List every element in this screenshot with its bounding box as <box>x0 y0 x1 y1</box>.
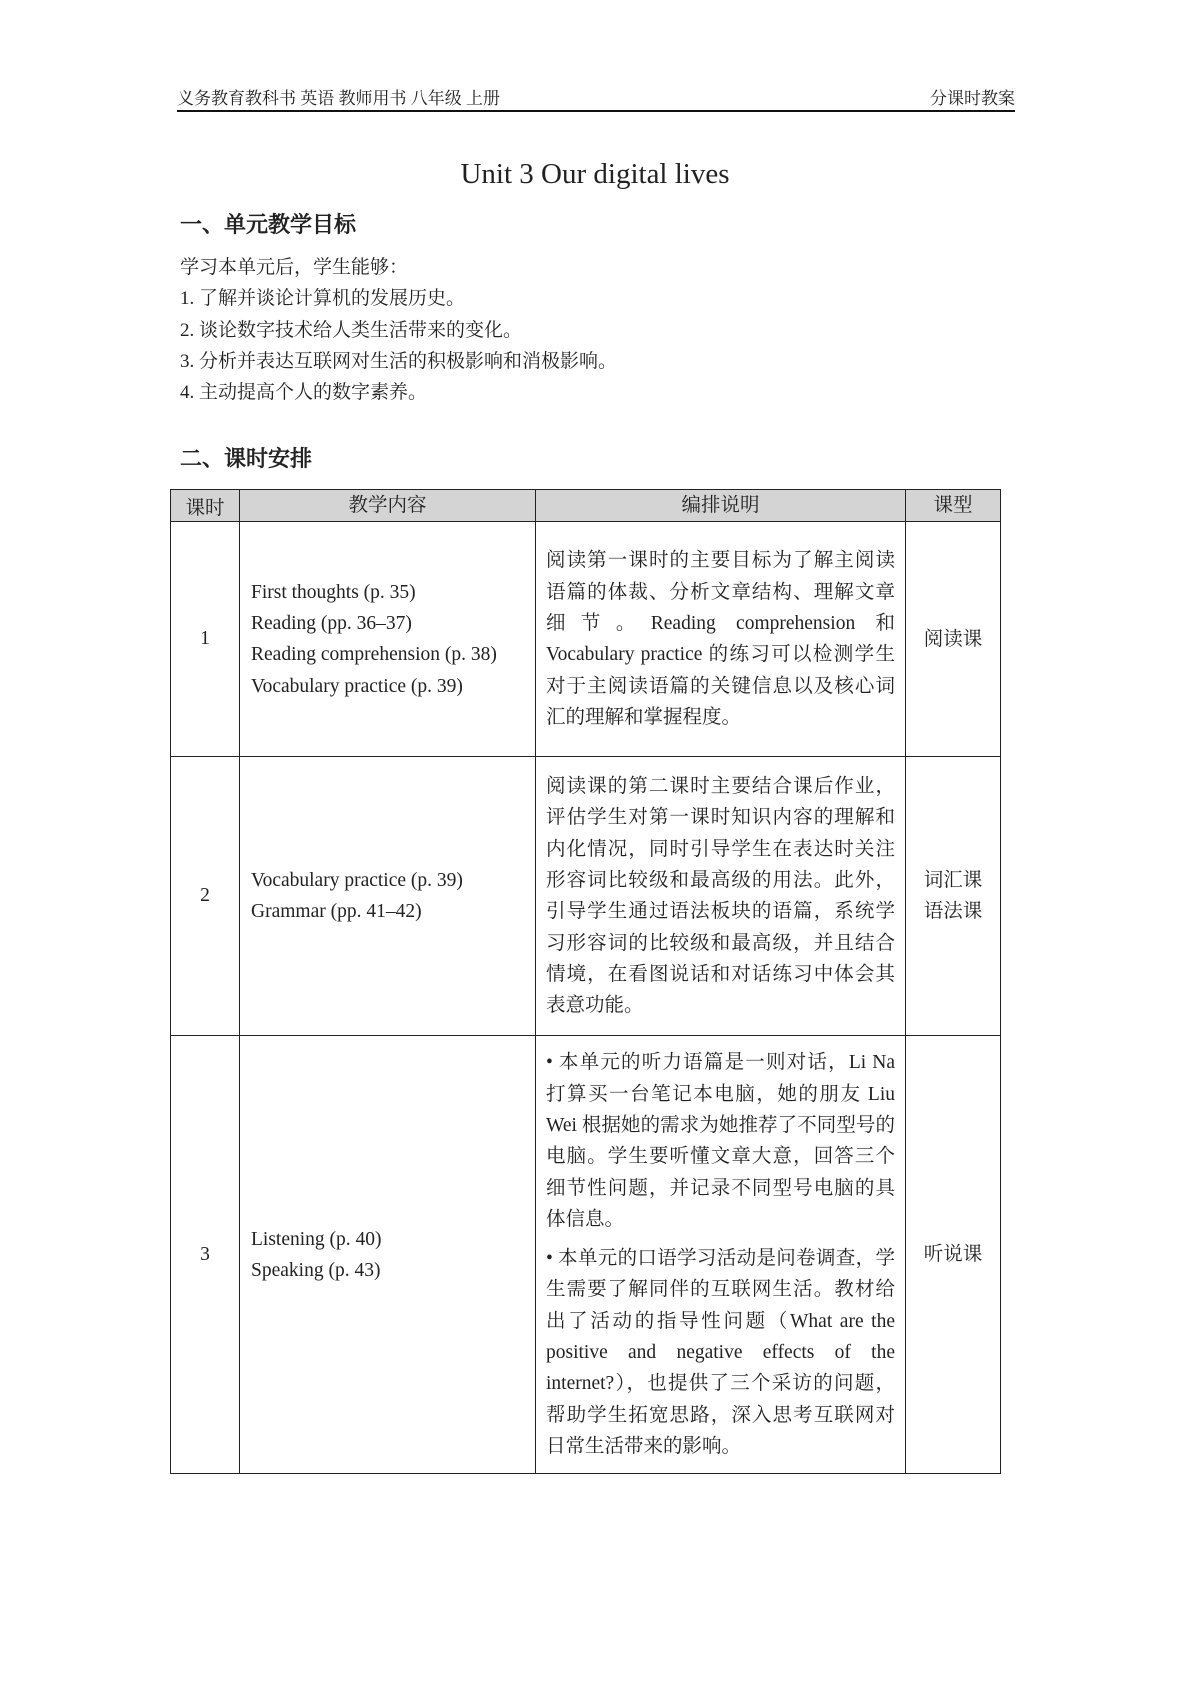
lesson-type <box>906 522 1001 757</box>
content-item: Speaking (p. 43) <box>251 1259 381 1281</box>
lesson-content <box>240 522 536 757</box>
goals-intro: 学习本单元后，学生能够： <box>180 257 409 278</box>
content-item: Vocabulary practice (p. 39) <box>251 675 463 697</box>
type-label: 词汇课 <box>923 870 983 891</box>
page-title: Unit 3 Our digital lives <box>460 158 730 190</box>
lesson-notes <box>536 757 906 1036</box>
header-section: 分课时教案 <box>930 89 1015 108</box>
header-book-title: 义务教育教科书 英语 教师用书 八年级 上册 <box>177 89 500 108</box>
section-heading-schedule: 二、课时安排 <box>180 447 313 472</box>
content-item: Reading comprehension (p. 38) <box>251 644 497 666</box>
table-row <box>171 757 1001 1036</box>
lesson-number: 2 <box>171 757 240 1036</box>
table-row <box>171 1036 1001 1474</box>
note-paragraph: • 本单元的口语学习活动是问卷调查，学生需要了解同伴的互联网生活。教材给出了活动的指导性问题（What are the positive and negative effects of the internet?），也提供了三个采访的问题，帮助学生拓宽思路，深入思考互联网对日常生活带来的影响。 <box>546 1248 895 1457</box>
type-label: 语法课 <box>923 901 983 923</box>
lesson-type <box>906 757 1001 1036</box>
content-item: Grammar (pp. 41–42) <box>251 901 422 923</box>
note-paragraph: 阅读第一课时的主要目标为了解主阅读语篇的体裁、分析文章结构、理解文章细节。Reading comprehension 和 Vocabulary practice 的练习可以检测学生对于主阅读语篇的关键信息以及核心词汇的理解和掌握程度。 <box>546 550 895 728</box>
lesson-schedule-table <box>170 489 1001 1474</box>
lesson-content <box>240 1036 536 1474</box>
content-item: Vocabulary practice (p. 39) <box>251 870 463 891</box>
content-item: First thoughts (p. 35) <box>251 581 416 603</box>
running-header <box>177 84 1015 112</box>
type-label: 听说课 <box>923 1244 983 1266</box>
goals-list <box>180 252 617 408</box>
col-header: 课型 <box>906 490 1001 522</box>
lesson-number: 3 <box>171 1036 240 1474</box>
note-paragraph: • 本单元的听力语篇是一则对话，Li Na 打算买一台笔记本电脑，她的朋友 Liu Wei 根据她的需求为她推荐了不同型号的电脑。学生要听懂文章大意，回答三个细节性问题，并记录不同型号电脑的具体信息。 <box>546 1052 895 1230</box>
section-heading-goals: 一、单元教学目标 <box>180 213 357 238</box>
col-header: 教学内容 <box>240 490 536 522</box>
goal-item: 2. 谈论数字技术给人类生活带来的变化。 <box>180 319 523 341</box>
type-label: 阅读课 <box>923 628 983 650</box>
note-paragraph: 阅读课的第二课时主要结合课后作业，评估学生对第一课时知识内容的理解和内化情况，同时引导学生在表达时关注形容词比较级和最高级的用法。此外，引导学生通过语法板块的语篇，系统学习形容词的比较级和最高级，并且结合情境，在看图说话和对话练习中体会其表意功能。 <box>546 776 895 1017</box>
lesson-content <box>240 757 536 1036</box>
goal-item: 4. 主动提高个人的数字素养。 <box>180 382 428 404</box>
table-row <box>171 522 1001 757</box>
col-header: 课时 <box>171 490 240 522</box>
content-item: Reading (pp. 36–37) <box>251 613 412 634</box>
content-item: Listening (p. 40) <box>251 1228 382 1250</box>
goal-item: 3. 分析并表达互联网对生活的积极影响和消极影响。 <box>180 350 618 372</box>
goal-item: 1. 了解并谈论计算机的发展历史。 <box>180 288 466 310</box>
col-header: 编排说明 <box>536 490 906 522</box>
table-header-row <box>171 490 1001 522</box>
lesson-type <box>906 1036 1001 1474</box>
lesson-notes <box>536 1036 906 1474</box>
lesson-notes <box>536 522 906 757</box>
lesson-number: 1 <box>171 522 240 757</box>
